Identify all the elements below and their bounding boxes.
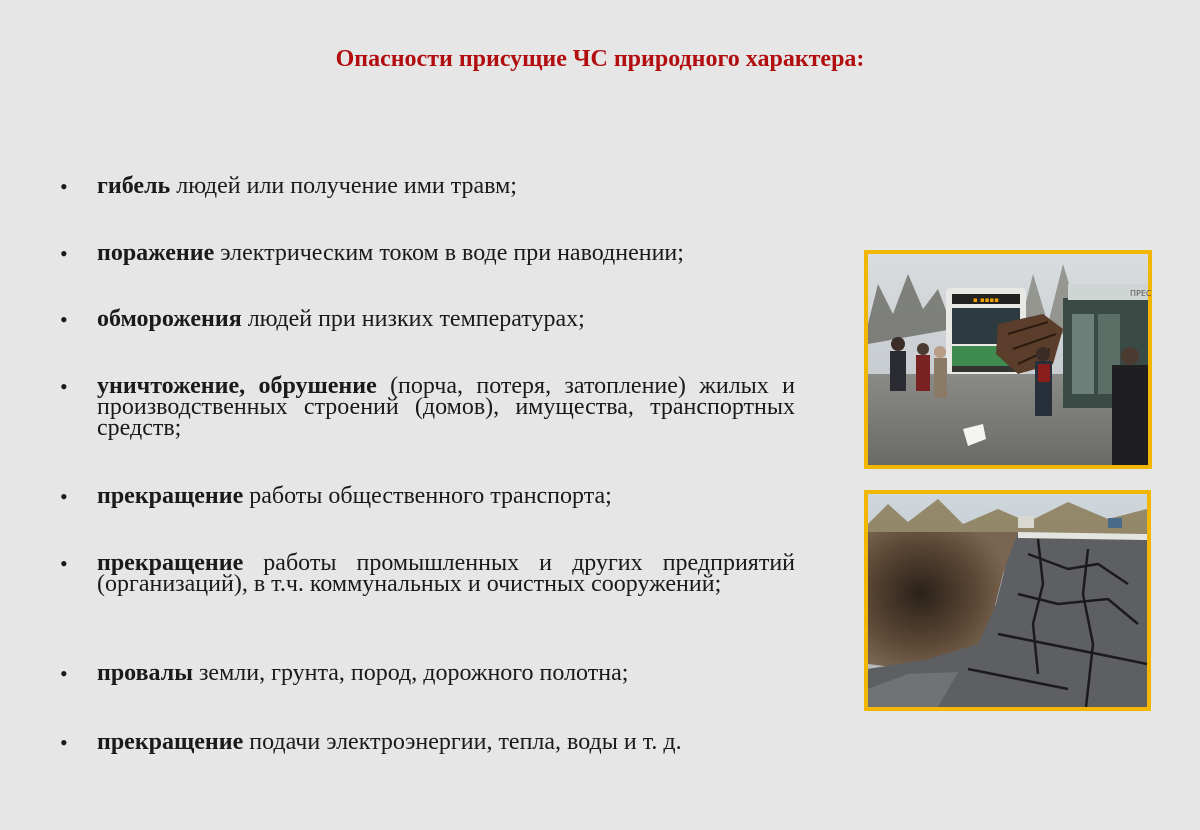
bullet-icon: •: [60, 661, 68, 686]
item-keyword: прекращение: [97, 550, 244, 576]
item-keyword: уничтожение, обрушение: [97, 373, 377, 399]
list-item: [60, 729, 795, 755]
item-text: электрическим током в воде при наводнении;: [214, 240, 684, 266]
item-text: работы общественного транспорта;: [243, 483, 612, 509]
bullet-icon: •: [60, 241, 68, 266]
item-keyword: прекращение: [97, 729, 244, 755]
list-item: [60, 306, 795, 332]
bullet-icon: •: [60, 730, 68, 755]
bus-crash-image: [868, 254, 1152, 465]
item-text: земли, грунта, пород, дорожного полотна;: [192, 660, 629, 686]
svg-text:ПРЕС: ПРЕС: [1130, 289, 1152, 298]
page-title: Опасности присущие ЧС природного характера:: [335, 46, 865, 72]
item-text: подачи электроэнергии, тепла, воды и т. д.: [243, 729, 682, 755]
bullet-icon: •: [60, 174, 68, 199]
item-text: людей при низких температурах;: [241, 306, 585, 332]
road-sinkhole-photo: [864, 490, 1151, 711]
item-text: (порча, потеря, затопление) жилых и производственных строений (домов), имущества, транспортных средств;: [97, 373, 795, 441]
bullet-icon: •: [60, 484, 68, 509]
item-keyword: прекращение: [97, 483, 244, 509]
list-item: [60, 240, 795, 266]
item-keyword: гибель: [97, 173, 171, 199]
item-text: людей или получение ими травм;: [170, 173, 517, 199]
bus-crash-photo: [864, 250, 1152, 469]
list-item: [60, 483, 795, 509]
list-item: [60, 173, 795, 199]
list-item: [60, 660, 795, 686]
list-item: [60, 373, 795, 441]
bullet-icon: •: [60, 374, 68, 399]
item-keyword: обморожения: [97, 306, 242, 332]
bullet-icon: •: [60, 307, 68, 332]
item-keyword: поражение: [97, 240, 215, 266]
svg-text:▪ ▪▪▪▪: ▪ ▪▪▪▪: [973, 296, 999, 304]
item-text: работы промышленных и других предприятий (организаций), в т.ч. коммунальных и очистных сооружений;: [97, 550, 795, 597]
bullet-icon: •: [60, 551, 68, 576]
item-keyword: провалы: [97, 660, 193, 686]
list-item: [60, 550, 795, 597]
road-sinkhole-image: [868, 494, 1147, 707]
